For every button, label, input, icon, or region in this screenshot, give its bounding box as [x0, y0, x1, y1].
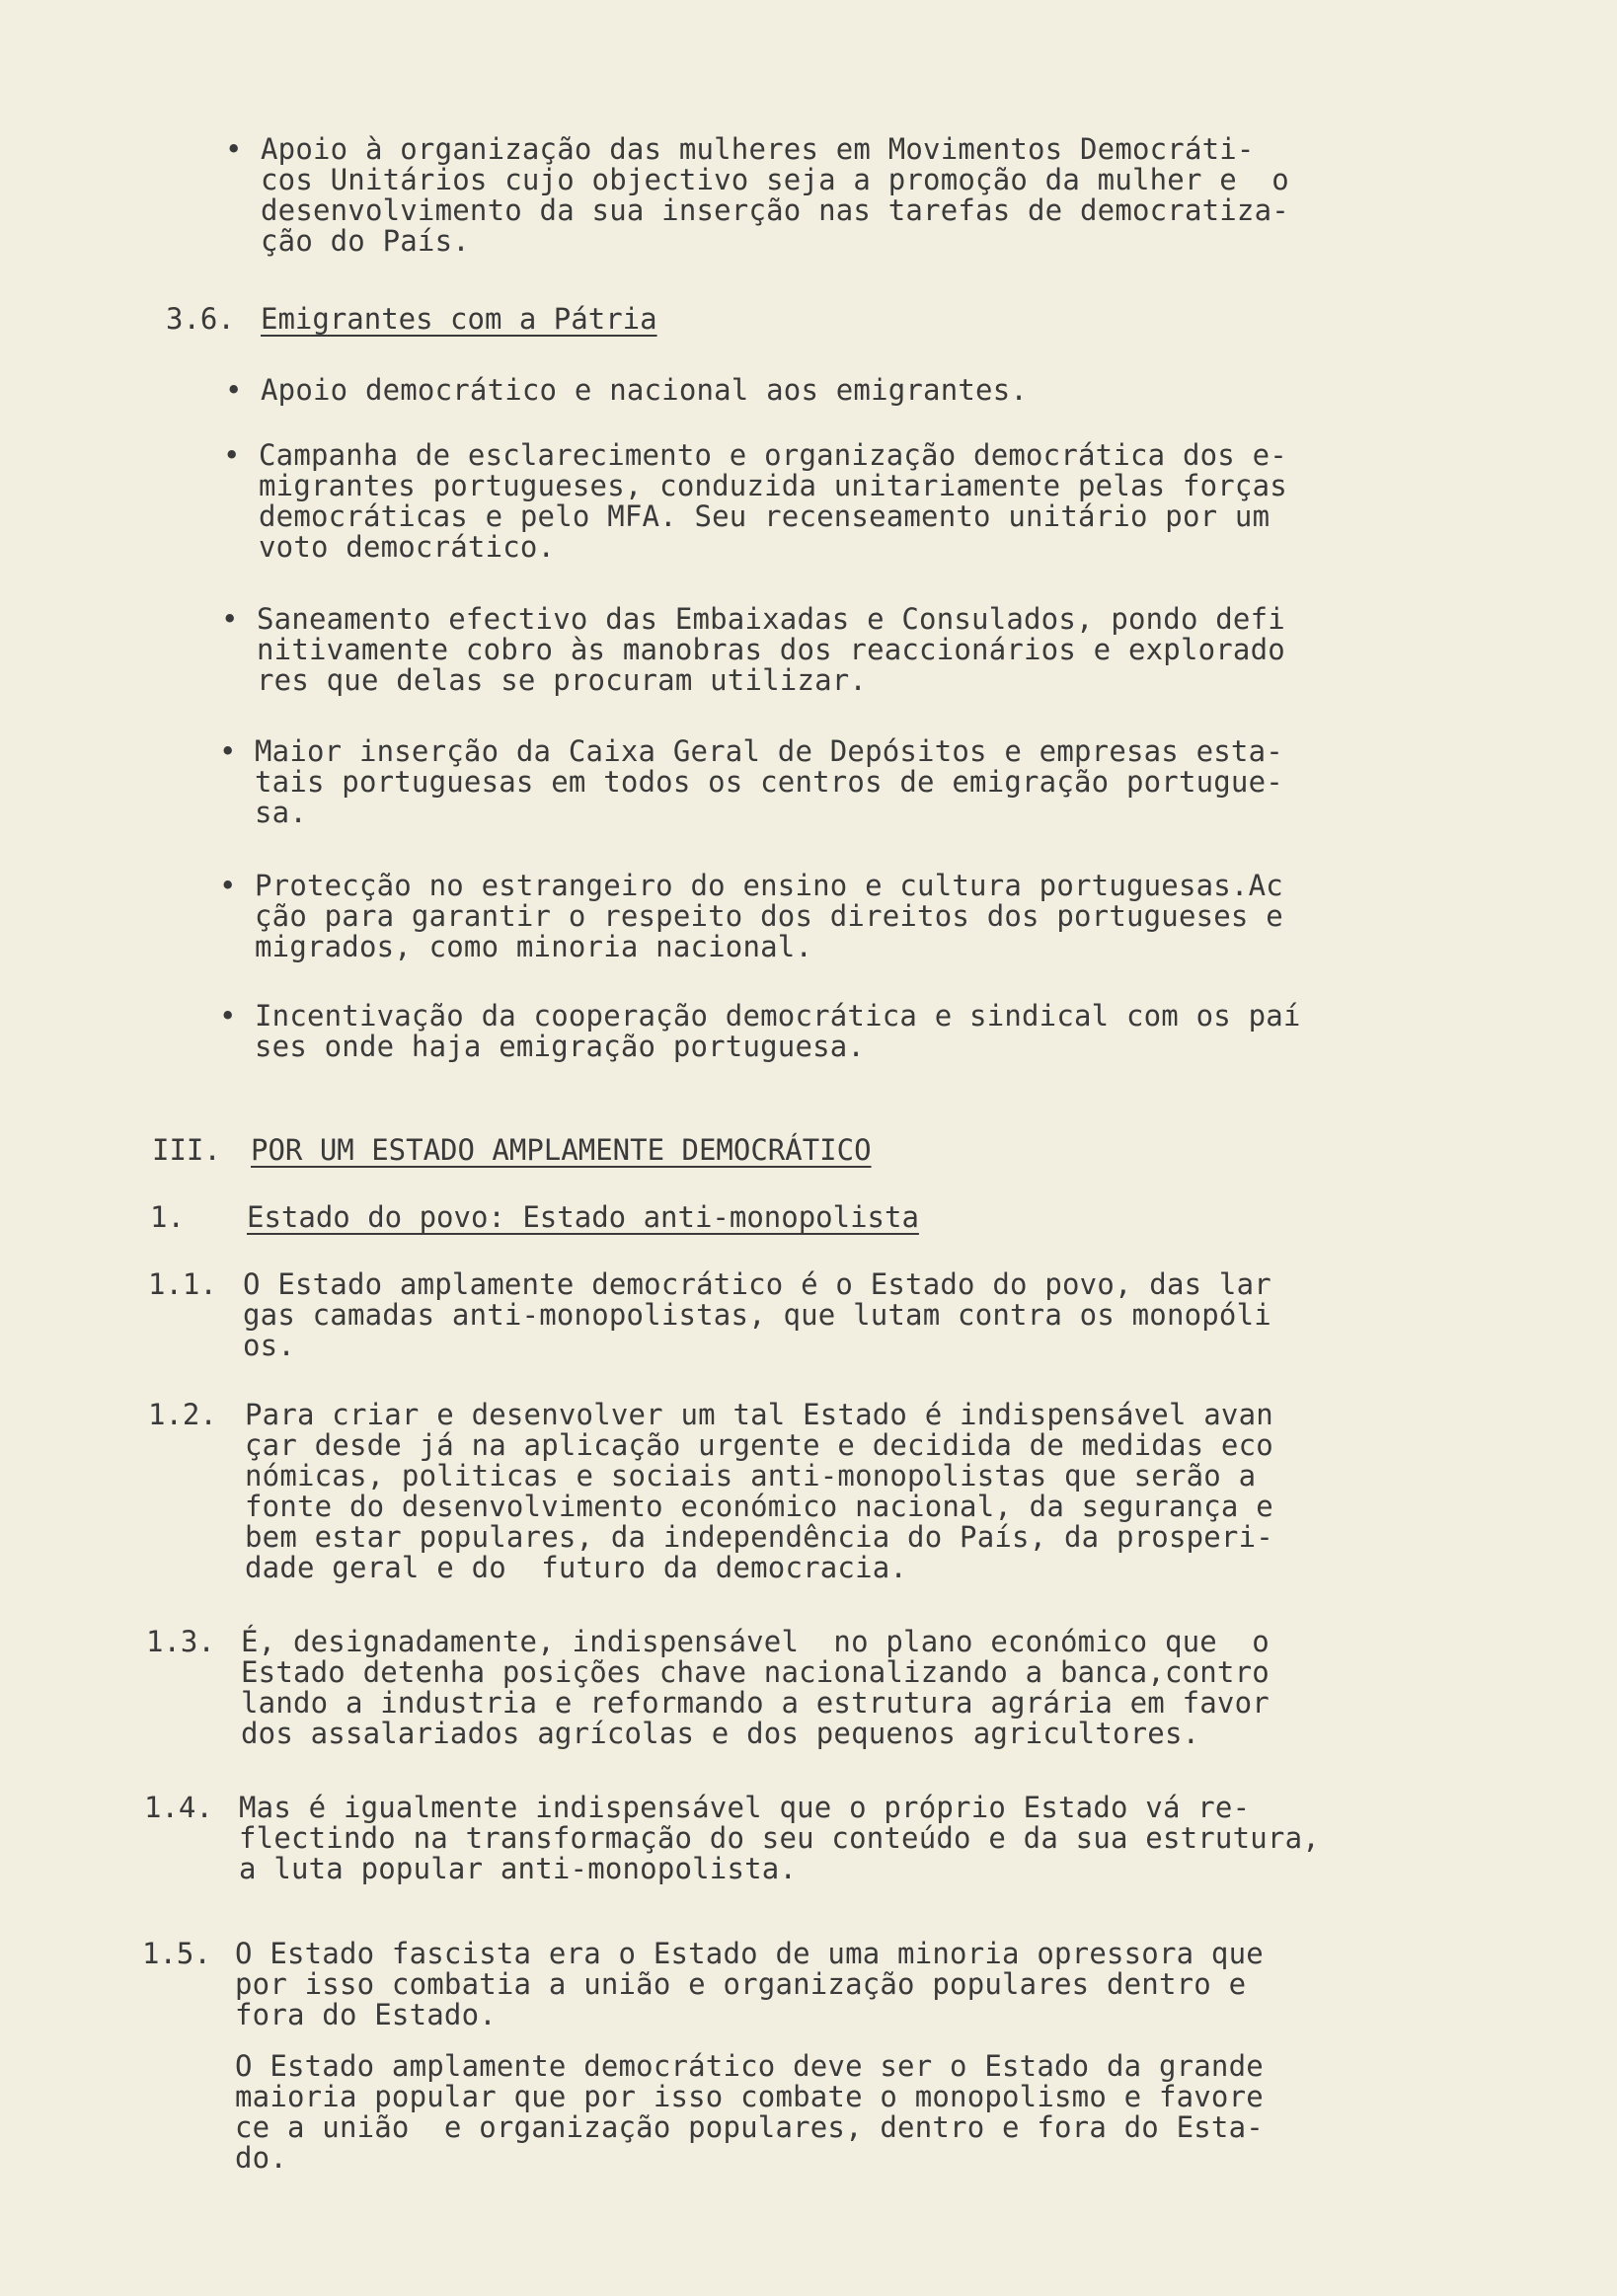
paragraph-number: 1.3. [146, 1625, 215, 1658]
paragraph-number: 1.1. [148, 1267, 217, 1301]
text-line: O Estado fascista era o Estado de uma minoria opressora que [235, 1937, 1264, 1970]
text-line: fonte do desenvolvimento económico nacional, da segurança e [245, 1490, 1273, 1523]
text-line: Saneamento efectivo das Embaixadas e Consulados, pondo defi [257, 602, 1285, 636]
text-line: lando a industria e reformando a estrutura agrária em favor [241, 1686, 1270, 1720]
section-number: 3.6. [166, 302, 235, 336]
section-title: Estado do povo: Estado anti-monopolista [247, 1200, 919, 1234]
part-number: III. [152, 1133, 221, 1167]
bullet-marker: • [219, 869, 237, 902]
text-line: bem estar populares, da independência do País, da prosperi- [245, 1520, 1273, 1554]
text-line: nitivamente cobro às manobras dos reaccionários e explorado [257, 633, 1285, 666]
text-line: Incentivação da cooperação democrática e sindical com os paí [255, 999, 1301, 1033]
bullet-marker: • [225, 373, 243, 407]
text-line: gas camadas anti-monopolistas, que lutam contra os monopóli [243, 1298, 1271, 1332]
bullet-marker: • [221, 602, 239, 636]
text-line: Protecção no estrangeiro do ensino e cultura portuguesas.Ac [255, 869, 1283, 902]
bullet-marker: • [223, 438, 241, 472]
paragraph-number: 1.5. [142, 1937, 211, 1970]
text-line: nómicas, politicas e sociais anti-monopolistas que serão a [245, 1459, 1257, 1492]
part-title: POR UM ESTADO AMPLAMENTE DEMOCRÁTICO [251, 1133, 872, 1167]
section-number: 1. [150, 1200, 185, 1234]
text-line: Apoio à organização das mulheres em Movimentos Democráti- [261, 132, 1255, 166]
text-line: flectindo na transformação do seu conteúdo e da sua estrutura, [239, 1821, 1320, 1855]
text-line: Apoio democrático e nacional aos emigrantes. [261, 373, 1029, 407]
paragraph [235, 2051, 1264, 2174]
text-line: do. [235, 2141, 287, 2175]
text-line: dos assalariados agrícolas e dos pequenos agricultores. [241, 1717, 1200, 1750]
text-line: Para criar e desenvolver um tal Estado é indispensável avan [245, 1398, 1273, 1431]
text-line: Campanha de esclarecimento e organização democrática dos e- [259, 438, 1287, 472]
paragraph-number: 1.2. [148, 1398, 217, 1431]
text-line: ção do País. [261, 224, 470, 258]
text-line: Mas é igualmente indispensável que o próprio Estado vá re- [239, 1791, 1251, 1824]
text-line: migrantes portugueses, conduzida unitariamente pelas forças [259, 469, 1287, 502]
text-line: fora do Estado. [235, 1998, 497, 2031]
text-line: tais portuguesas em todos os centros de emigração portugue- [255, 765, 1283, 799]
text-line: voto democrático. [259, 530, 556, 564]
text-line: a luta popular anti-monopolista. [239, 1852, 798, 1885]
text-line: ses onde haja emigração portuguesa. [255, 1030, 866, 1063]
bullet-marker: • [219, 999, 237, 1033]
text-line: O Estado amplamente democrático deve ser o Estado da grande [235, 2049, 1264, 2083]
text-line: maioria popular que por isso combate o monopolismo e favore [235, 2080, 1264, 2113]
bullet-marker: • [219, 734, 237, 768]
text-line: sa. [255, 796, 307, 829]
text-line: çar desde já na aplicação urgente e decidida de medidas eco [245, 1428, 1273, 1462]
text-line: ção para garantir o respeito dos direitos dos portugueses e [255, 899, 1283, 933]
text-line: cos Unitários cujo objectivo seja a promoção da mulher e o [261, 163, 1289, 196]
text-line: res que delas se procuram utilizar. [257, 663, 868, 697]
text-line: Maior inserção da Caixa Geral de Depósitos e empresas esta- [255, 734, 1283, 768]
text-line: democráticas e pelo MFA. Seu recenseamento unitário por um [259, 499, 1270, 533]
text-line: por isso combatia a união e organização populares dentro e [235, 1967, 1247, 2001]
text-line: ce a união e organização populares, dentro e fora do Esta- [235, 2110, 1264, 2144]
text-line: O Estado amplamente democrático é o Estado do povo, das lar [243, 1267, 1271, 1301]
text-line: Estado detenha posições chave nacionalizando a banca,contro [241, 1655, 1270, 1689]
text-line: os. [243, 1329, 295, 1362]
paragraph-number: 1.4. [144, 1791, 213, 1824]
section-title: Emigrantes com a Pátria [261, 302, 657, 336]
text-line: É, designadamente, indispensável no plano económico que o [241, 1625, 1270, 1658]
text-line: migrados, como minoria nacional. [255, 930, 813, 963]
text-line: desenvolvimento da sua inserção nas tarefas de democratiza- [261, 193, 1289, 227]
bullet-marker: • [225, 132, 243, 166]
text-line: dade geral e do futuro da democracia. [245, 1551, 908, 1584]
